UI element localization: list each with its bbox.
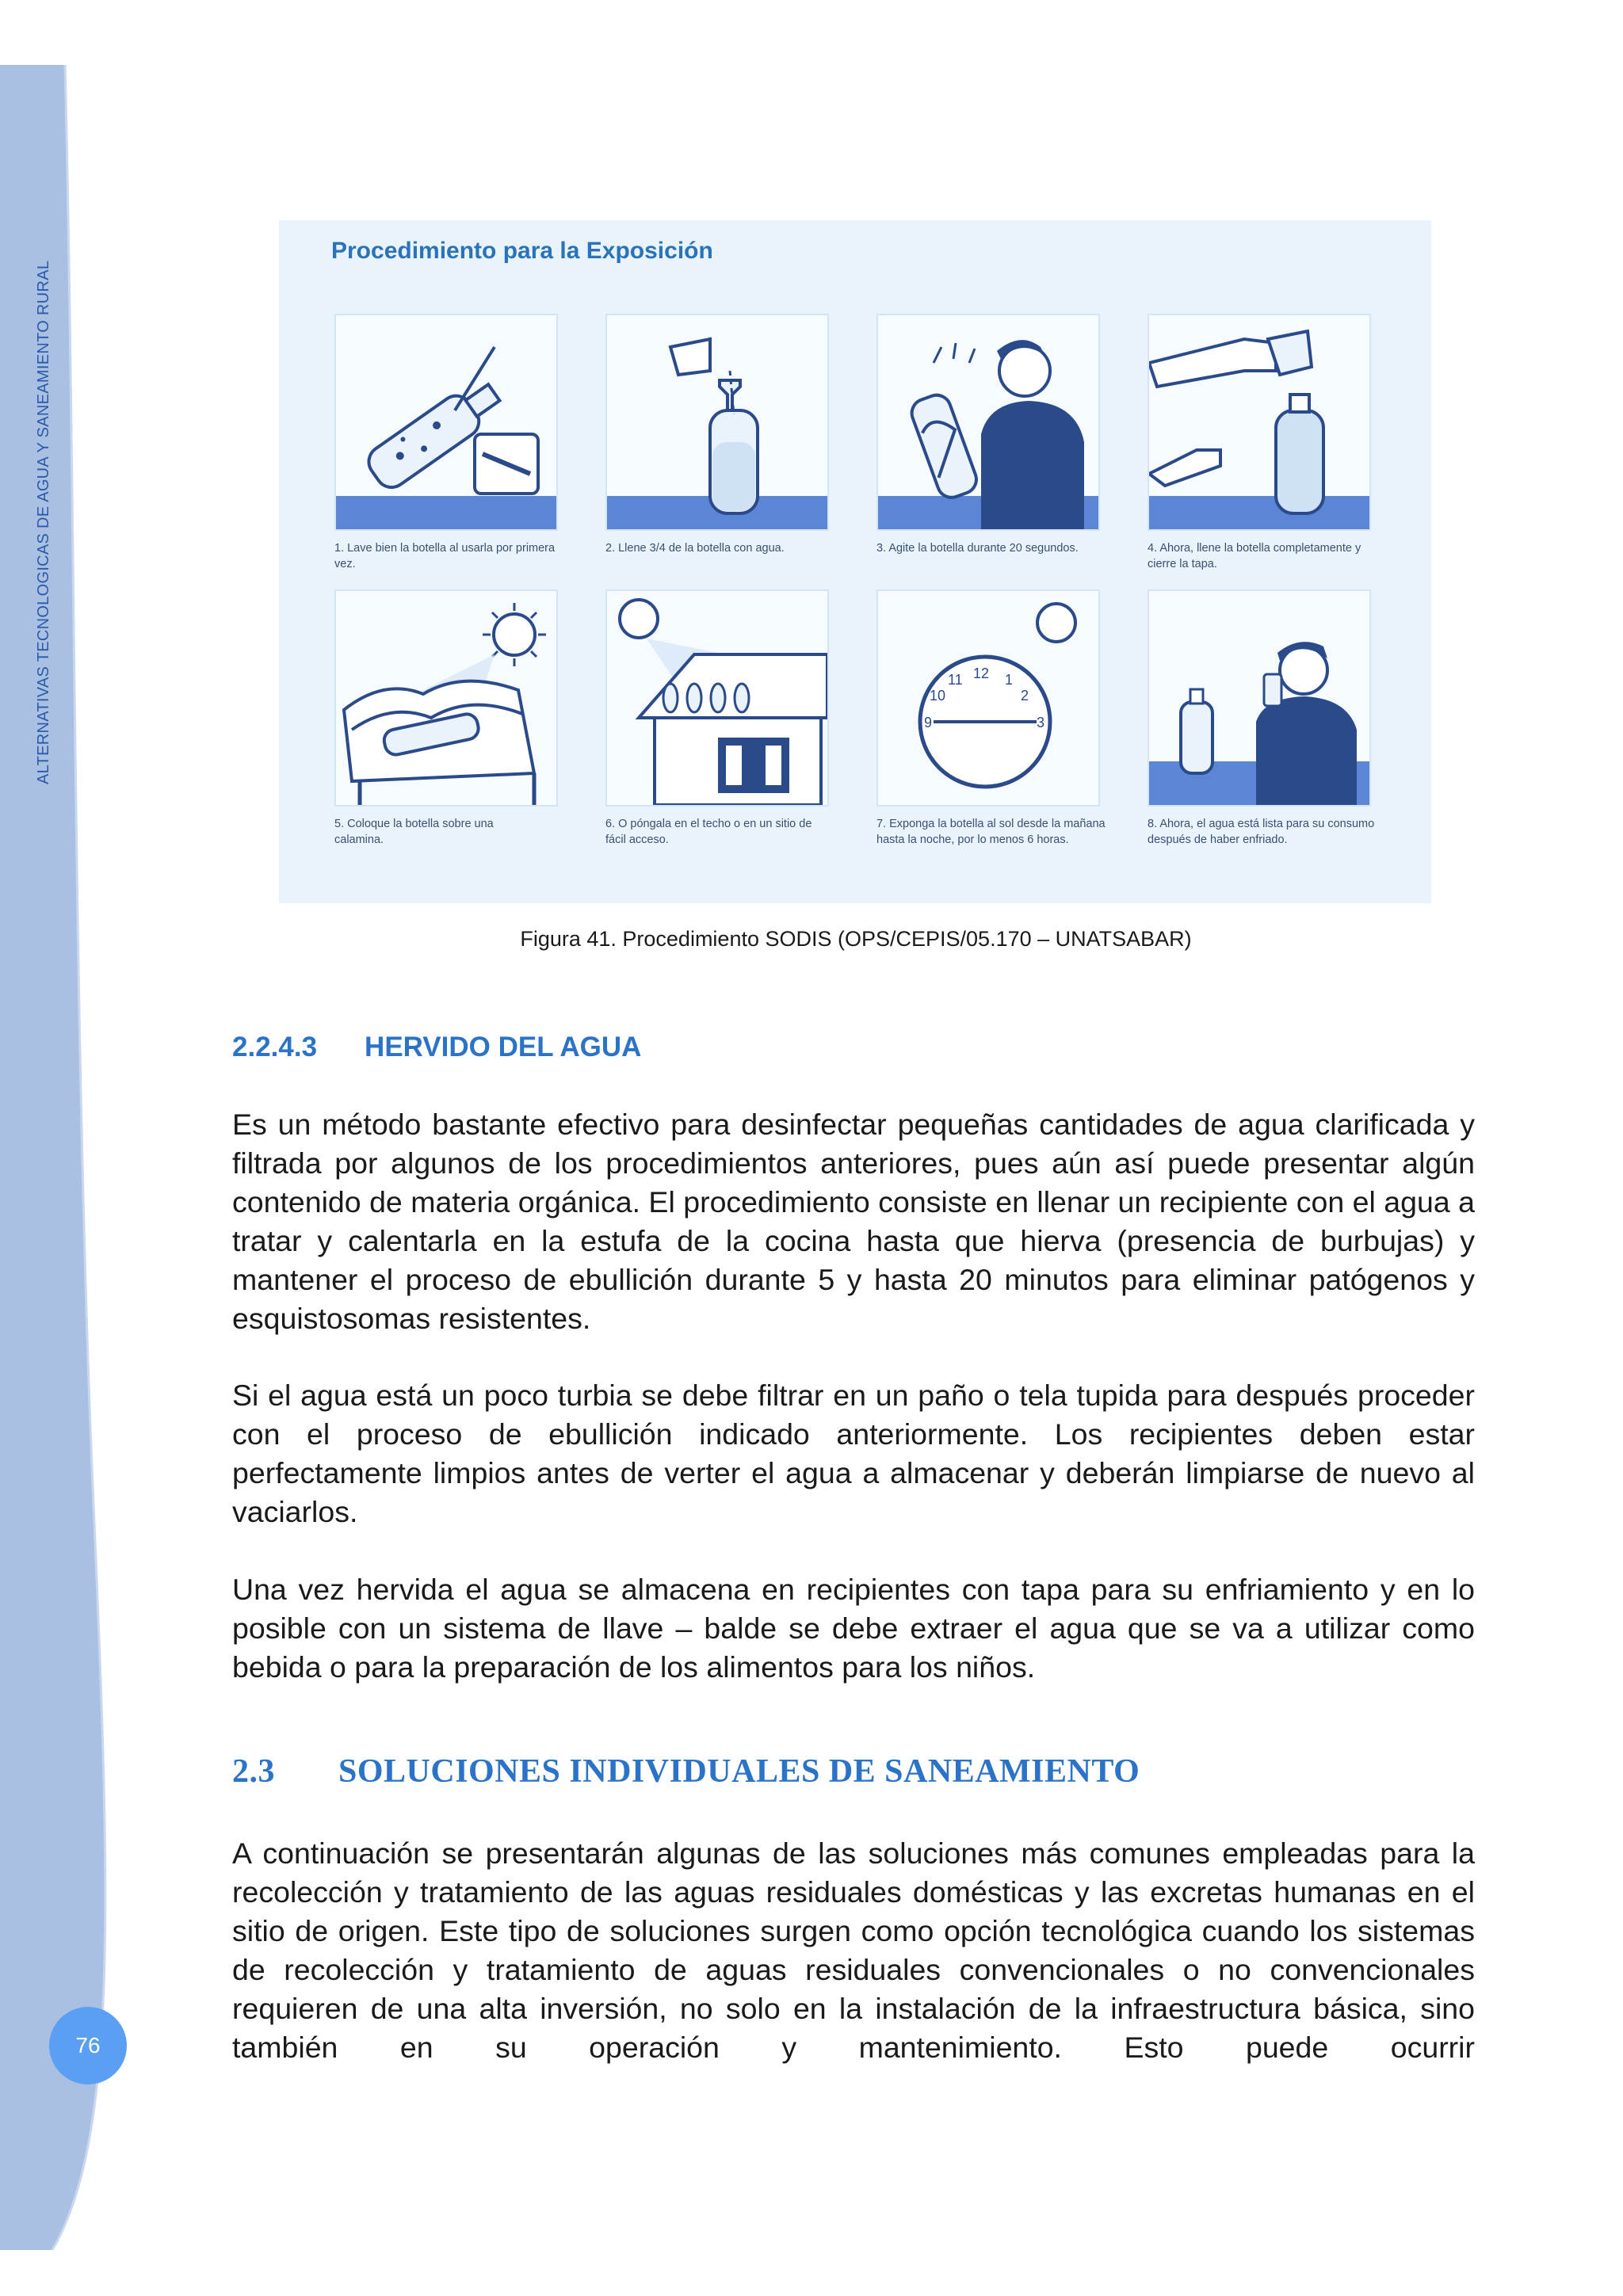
clock-numeral: 11 (948, 672, 963, 688)
step-caption: 2. Llene 3/4 de la botella con agua. (605, 542, 785, 555)
side-band (0, 0, 127, 2296)
close-bottle-icon (1149, 315, 1369, 529)
step-caption: 7. Exponga la botella al sol desde la mañana hasta la noche, por lo menos 6 horas. (876, 818, 1106, 846)
step-2-illustration (605, 314, 829, 531)
step-caption: 3. Agite la botella durante 20 segundos. (876, 542, 1079, 555)
step-7-illustration (876, 589, 1100, 807)
clock-numeral: 9 (924, 715, 933, 730)
step-caption: 5. Coloque la botella sobre una calamina. (334, 818, 494, 846)
step-1-illustration (334, 314, 558, 531)
page-number: 76 (49, 2007, 127, 2084)
step-caption: 4. Ahora, llene la botella completamente y cierre la tapa. (1148, 542, 1361, 570)
house-roof-icon (607, 591, 827, 805)
clock-numeral: 12 (973, 666, 990, 681)
chapter-title: SOLUCIONES INDIVIDUALES DE SANEAMIENTO (338, 1753, 1140, 1790)
step-caption: 6. O póngala en el techo o en un sitio de fácil acceso. (605, 818, 812, 846)
clock-numeral: 10 (930, 688, 946, 704)
wash-bottle-icon (336, 315, 556, 529)
fill-bottle-icon (607, 315, 827, 529)
body-paragraph: Una vez hervida el agua se almacena en recipientes con tapa para su enfriamiento y en lo posible con un sistema de llave – balde se debe extraer el agua que se va a utilizar como bebida o para la preparación de los alimentos para los niños. (232, 1573, 1475, 1684)
step-caption: 8. Ahora, el agua está lista para su consumo después de haber enfriado. (1148, 818, 1375, 846)
drink-water-icon (1149, 591, 1369, 805)
figure-caption: Figura 41. Procedimiento SODIS (OPS/CEPIS/05.170 – UNATSABAR) (520, 927, 1192, 951)
section-number: 2.2.4.3 (232, 1032, 318, 1062)
figure-title: Procedimiento para la Exposición (331, 238, 713, 264)
step-6-illustration (605, 589, 829, 807)
body-paragraph: Es un método bastante efectivo para desinfectar pequeñas cantidades de agua clarificada y filtrada por algunos de los procedimientos anteriores, pues aún así puede presentar algún contenido de materia orgánica. El procedimiento consiste en llenar un recipiente con el agua a tratar y calentarla en la estufa de la cocina hasta que hierva (presencia de burbujas) y mantener el proceso de ebullición durante 5 y hasta 20 minutos para eliminar patógenos y esquistosomas resistentes. (232, 1108, 1475, 1335)
clock-numeral: 2 (1021, 688, 1029, 704)
step-4-illustration (1148, 314, 1371, 531)
step-caption: 1. Lave bien la botella al usarla por primera vez. (334, 542, 556, 570)
sodis-figure (279, 220, 1431, 903)
running-header: ALTERNATIVAS TECNOLOGICAS DE AGUA Y SANEAMIENTO RURAL (35, 260, 52, 784)
bottle-on-roof-icon (336, 591, 556, 805)
step-3-illustration (876, 314, 1100, 531)
section-heading (232, 1032, 641, 1063)
chapter-number: 2.3 (232, 1753, 275, 1790)
step-8-illustration (1148, 589, 1371, 807)
section-title: HERVIDO DEL AGUA (365, 1032, 642, 1062)
shake-bottle-icon (878, 315, 1098, 529)
body-paragraph: Si el agua está un poco turbia se debe filtrar en un paño o tela tupida para después proceder con el proceso de ebullición indicado anteriormente. Los recipientes deben estar perfectamente limpios antes de verter el agua a almacenar y deberán limpiarse de nuevo al vaciarlos. (232, 1379, 1475, 1528)
step-5-illustration (334, 589, 558, 807)
chapter-heading (232, 1753, 1140, 1791)
body-paragraph: A continuación se presentarán algunas de las soluciones más comunes empleadas para la recolección y tratamiento de las aguas residuales domésticas y las excretas humanas en el sitio de origen. Este tipo de soluciones surgen como opción tecnológica cuando los sistemas de recolección y tratamiento de aguas residuales convencionales o no convencionales requieren de una alta inversión, no solo en la instalación de la infraestructura básica, sino también en su operación y mantenimiento. Esto puede ocurrir (232, 1836, 1475, 2064)
clock-sun-icon (878, 591, 1098, 805)
clock-numeral: 3 (1037, 715, 1045, 730)
clock-numeral: 1 (1005, 672, 1014, 688)
